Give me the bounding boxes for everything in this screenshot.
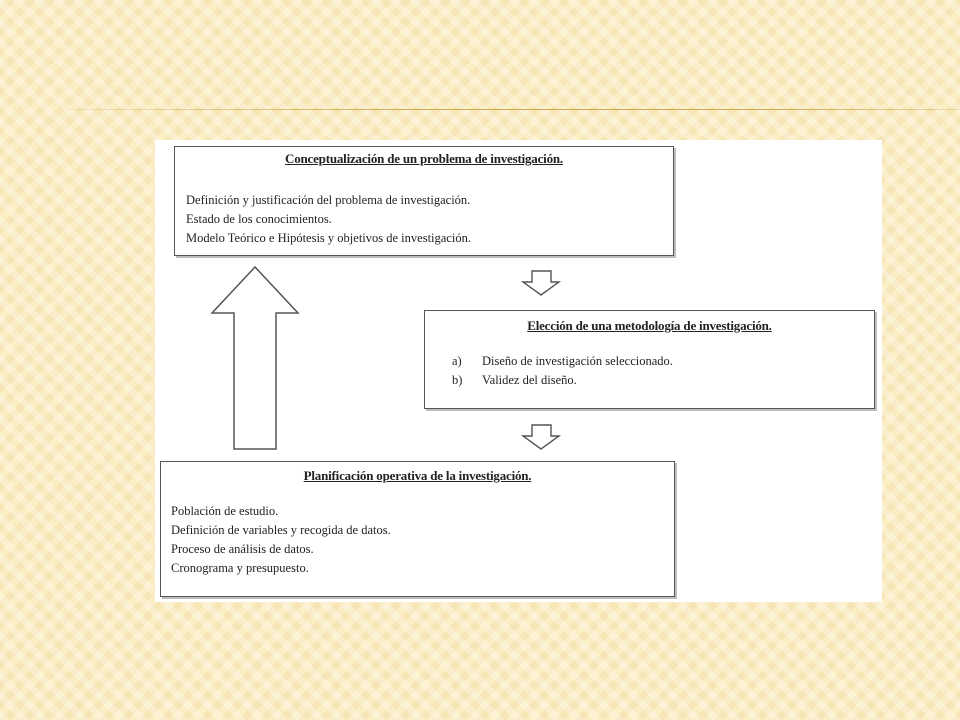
list-item: Modelo Teórico e Hipótesis y objetivos de investigación.	[186, 231, 471, 245]
list-marker: b)	[452, 373, 463, 387]
list-item	[452, 371, 673, 390]
box-methodology-lines	[452, 352, 673, 390]
list-marker: a)	[452, 354, 462, 368]
list-item: Población de estudio.	[171, 504, 279, 518]
box-operational-planning-lines	[171, 502, 391, 578]
list-item: Proceso de análisis de datos.	[171, 542, 314, 556]
research-process-diagram	[155, 140, 882, 602]
down-arrow-1	[523, 271, 559, 295]
list-item: Definición de variables y recogida de datos.	[171, 523, 391, 537]
box-conceptualization-title: Conceptualización de un problema de investigación.	[285, 151, 563, 166]
box-operational-planning	[160, 461, 675, 597]
list-item-text: Diseño de investigación seleccionado.	[482, 354, 673, 368]
list-item-text: Validez del diseño.	[482, 373, 577, 387]
box-methodology	[424, 310, 875, 409]
box-methodology-title: Elección de una metodología de investigación.	[527, 318, 772, 333]
box-conceptualization-lines	[186, 191, 471, 248]
list-item: Estado de los conocimientos.	[186, 212, 332, 226]
box-conceptualization	[174, 146, 674, 256]
list-item: Cronograma y presupuesto.	[171, 561, 309, 575]
list-item	[452, 352, 673, 371]
list-item: Definición y justificación del problema de investigación.	[186, 193, 471, 207]
box-operational-planning-title: Planificación operativa de la investigación.	[303, 468, 532, 483]
feedback-up-arrow	[212, 267, 298, 449]
down-arrow-2	[523, 425, 559, 449]
slide-top-rule	[68, 109, 960, 110]
